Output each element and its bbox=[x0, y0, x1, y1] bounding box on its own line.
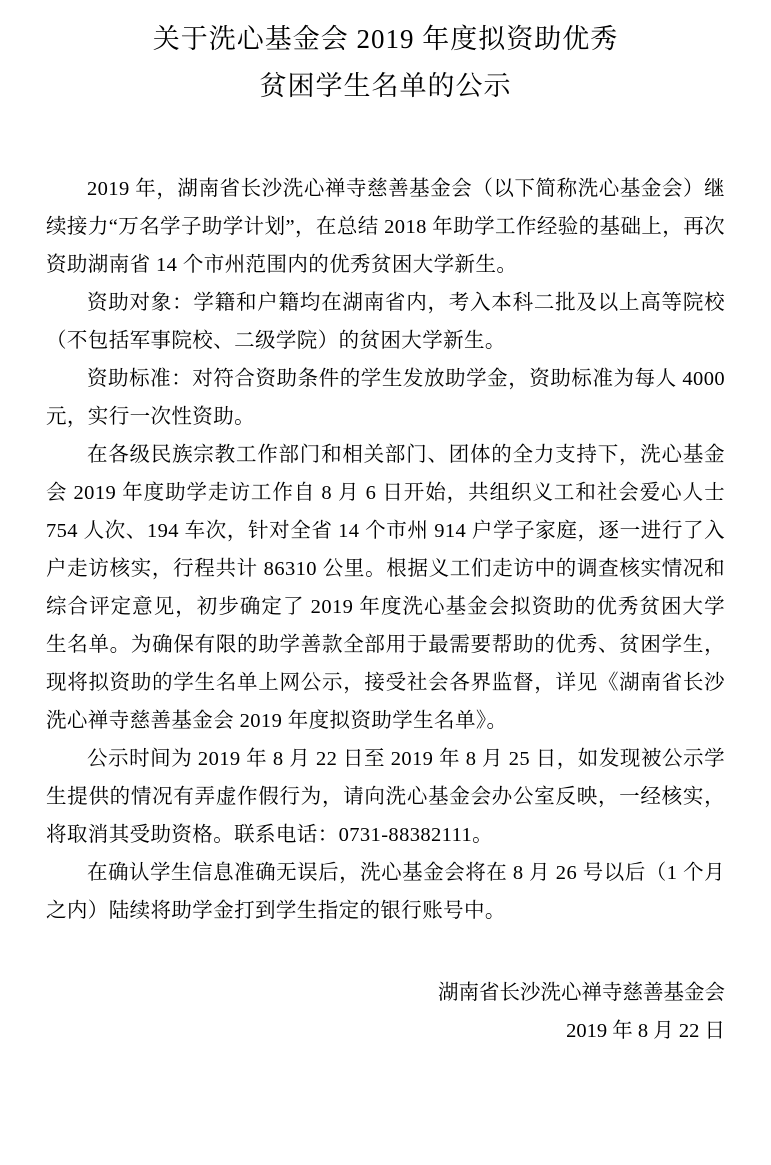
paragraph-2: 资助对象：学籍和户籍均在湖南省内，考入本科二批及以上高等院校（不包括军事院校、二级学院）的贫困大学新生。 bbox=[46, 292, 725, 352]
page-title-line-1: 关于洗心基金会 2019 年度拟资助优秀 bbox=[152, 24, 619, 54]
page-title-line-2: 贫困学生名单的公示 bbox=[259, 71, 512, 101]
signature-block bbox=[0, 974, 771, 1050]
page-title bbox=[0, 0, 771, 110]
signature-organization: 湖南省长沙洗心禅寺慈善基金会 bbox=[438, 982, 725, 1004]
document-body bbox=[0, 170, 771, 930]
paragraph-1: 2019 年，湖南省长沙洗心禅寺慈善基金会（以下简称洗心基金会）继续接力“万名学子助学计划”，在总结 2018 年助学工作经验的基础上，再次资助湖南省 14 个市州范围内的优秀贫困大学新生。 bbox=[46, 178, 725, 276]
paragraph-3: 资助标准：对符合资助条件的学生发放助学金，资助标准为每人 4000 元，实行一次性资助。 bbox=[46, 368, 725, 428]
paragraph-6: 在确认学生信息准确无误后，洗心基金会将在 8 月 26 号以后（1 个月之内）陆续将助学金打到学生指定的银行账号中。 bbox=[46, 862, 725, 922]
signature-date: 2019 年 8 月 22 日 bbox=[566, 1020, 725, 1042]
paragraph-4: 在各级民族宗教工作部门和相关部门、团体的全力支持下，洗心基金会 2019 年度助学走访工作自 8 月 6 日开始，共组织义工和社会爱心人士 754 人次、194 车次，针对全省 14 个市州 914 户学子家庭，逐一进行了入户走访核实，行程共计 86310 公里。根据义工们走访中的调查核实情况和综合评定意见，初步确定了 2019 年度洗心基金会拟资助的优秀贫困大学生名单。为确保有限的助学善款全部用于最需要帮助的优秀、贫困学生，现将拟资助的学生名单上网公示，接受社会各界监督，详见《湖南省长沙洗心禅寺慈善基金会 2019 年度拟资助学生名单》。 bbox=[46, 444, 725, 732]
paragraph-5: 公示时间为 2019 年 8 月 22 日至 2019 年 8 月 25 日，如发现被公示学生提供的情况有弄虚作假行为，请向洗心基金会办公室反映，一经核实，将取消其受助资格。联系电话：0731-88382111。 bbox=[46, 748, 725, 846]
